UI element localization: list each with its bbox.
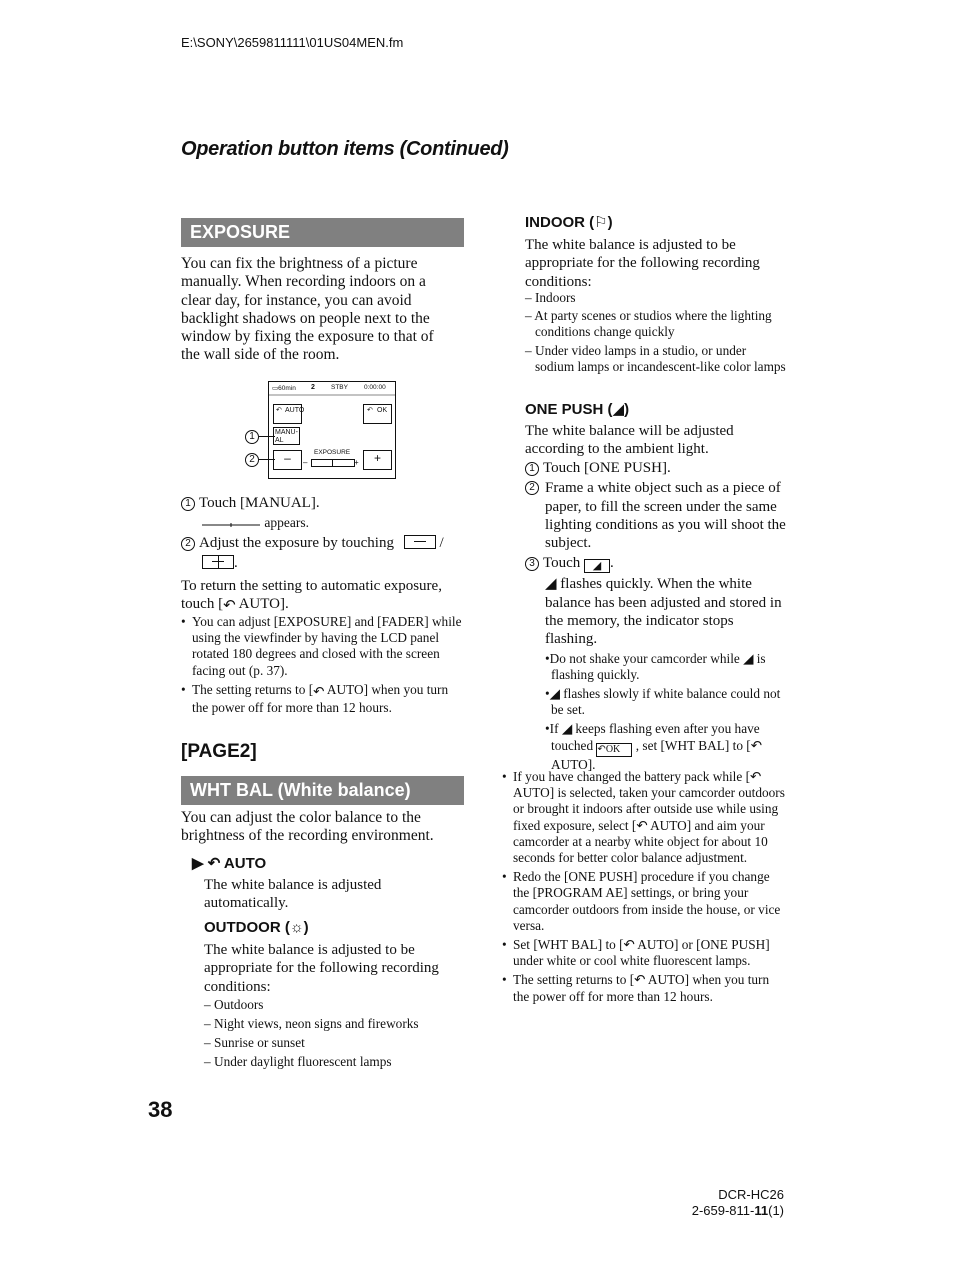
op-step-3-text: Touch — [543, 555, 581, 572]
outdoor-heading — [204, 919, 309, 936]
op-note-3-end: AUTO]. — [551, 756, 596, 772]
default-marker-icon: ▶ — [192, 855, 204, 872]
file-path: E:\SONY\2659811111\01US04MEN.fm — [181, 35, 404, 50]
exposure-notes: • You can adjust [EXPOSURE] and [FADER] while using the viewfinder by having the LCD panel rotated 180 degrees and closed with the screen facing out (p. 37). • The setting returns to [↶ AUTO] when you turn the power off for more than 12 hours. — [181, 614, 462, 716]
auto-icon: ↶ — [313, 683, 325, 699]
indoor-label: INDOOR ( — [525, 214, 595, 231]
slider-minus: – — [303, 458, 308, 467]
auto-icon: ↶ — [223, 598, 236, 615]
op-step-3-end: . — [610, 555, 614, 572]
auto-icon: ↶ — [207, 855, 221, 872]
note-3-mid: AUTO] or [ONE PUSH] under white or cool white fluorescent lamps. — [513, 937, 770, 969]
indoor-desc: The white balance is adjusted to be appropriate for the following recording conditions: — [525, 237, 760, 290]
status-text: STBY — [331, 384, 348, 391]
step-2-number: 2 — [181, 537, 195, 551]
plus-button[interactable]: + — [363, 450, 392, 470]
mode-number: 2 — [311, 384, 315, 391]
auto-icon: ↶ — [750, 737, 762, 753]
page-number: 38 — [148, 1097, 173, 1122]
ok-button[interactable] — [363, 404, 392, 424]
indoor-close: ) — [607, 214, 613, 231]
exposure-bar-icon — [201, 516, 261, 534]
minus-key-icon — [404, 535, 436, 549]
note-4-pre: The setting returns to [ — [513, 972, 635, 988]
onepush-heading — [525, 400, 629, 418]
return-text-pre: To return the setting to automatic exposure, touch [ — [181, 578, 442, 613]
outdoor-item: – Under daylight fluorescent lamps — [204, 1054, 392, 1069]
minus-button[interactable]: – — [273, 450, 302, 470]
op-note-2-pre: • — [545, 686, 550, 702]
ok-label: OK — [377, 407, 388, 414]
step-1-text: Touch [MANUAL]. — [199, 495, 320, 511]
onepush-indicator-icon: ◢ — [561, 721, 573, 737]
sun-icon: ☼ — [289, 919, 304, 936]
lcd-screen-diagram — [268, 381, 396, 479]
outdoor-label: OUTDOOR ( — [204, 919, 290, 936]
op-flash-text: flashes quickly. When the white balance has been adjusted and stored in the memory, the indicator stops flashing. — [545, 576, 782, 648]
op-step-2-text: Frame a white object such as a piece of paper, to fill the screen under the same lighting conditions as you will shoot the subject. — [545, 480, 786, 552]
outdoor-list — [204, 995, 464, 1071]
outdoor-item: – Outdoors — [204, 997, 264, 1012]
auto-option-label: AUTO — [223, 855, 267, 872]
outdoor-item: – Sunrise or sunset — [204, 1035, 305, 1050]
ok-key-icon: ↶OK — [596, 743, 632, 757]
indoor-heading — [525, 213, 613, 231]
step-2-slash: / — [439, 535, 444, 551]
slider-plus: + — [354, 458, 359, 467]
op-note-2-post: flashes slowly if white balance could not be set. — [551, 686, 781, 718]
note-4-mid: AUTO] when you turn the power off for more than 12 hours. — [513, 972, 770, 1004]
exposure-note-2-post: AUTO] when you turn the power off for more than 12 hours. — [192, 681, 449, 716]
return-icon: ↶ — [367, 407, 373, 414]
auto-icon: ↶ — [634, 972, 646, 988]
step-2-text: Adjust the exposure by touching — [199, 535, 394, 551]
note-1-post: AUTO] and aim your camcorder at a nearby white object for about 10 seconds for better color balance adjustment. — [513, 817, 768, 866]
onepush-steps — [525, 459, 787, 773]
onepush-close: ) — [624, 401, 630, 418]
model-code — [692, 1187, 784, 1219]
exposure-return — [181, 577, 466, 616]
auto-icon: ↶ — [636, 817, 648, 833]
onepush-desc: The white balance will be adjusted according to the ambient light. — [525, 423, 734, 458]
appears-text: appears. — [264, 515, 309, 530]
note-2-text: Redo the [ONE PUSH] procedure if you change the [PROGRAM AE] settings, or bring your camcorder outdoors from inside the house, or vice versa. — [513, 869, 781, 933]
op-note-3-pre: •If — [545, 721, 559, 737]
callout-2-line — [259, 459, 275, 460]
outdoor-item: – Night views, neon signs and fireworks — [204, 1016, 419, 1031]
onepush-indicator-icon: ◢ — [545, 576, 557, 593]
return-text-post: AUTO]. — [238, 596, 289, 613]
callout-1: 1 — [245, 430, 259, 444]
step-1-number: 1 — [181, 497, 195, 511]
callout-1-line — [259, 436, 275, 437]
exposure-note-2-pre: The setting returns to [ — [192, 681, 314, 697]
model-name: DCR-HC26 — [718, 1187, 784, 1202]
auto-icon: ↶ — [276, 407, 282, 414]
auto-option-desc: The white balance is adjusted automatically. — [204, 877, 382, 912]
battery-indicator: ▭60min — [272, 385, 296, 392]
op-step-2-number: 2 — [525, 481, 539, 495]
wht-bal-heading: WHT BAL (White balance) — [181, 776, 464, 805]
onepush-button-icon: ◢ — [584, 559, 610, 573]
onepush-indicator-icon: ◢ — [549, 686, 560, 702]
op-step-1-text: Touch [ONE PUSH]. — [543, 460, 671, 476]
onepush-label: ONE PUSH ( — [525, 401, 613, 418]
auto-icon: ↶ — [750, 769, 762, 784]
op-note-1-post: is flashing quickly. — [551, 650, 766, 682]
op-note-3-post: , set [WHT BAL] to [ — [635, 737, 751, 753]
outdoor-desc: The white balance is adjusted to be appropriate for the following recording conditions: — [204, 942, 439, 995]
indoor-item: – At party scenes or studios where the lighting conditions change quickly — [525, 308, 772, 340]
plus-key-icon — [202, 555, 234, 569]
indoor-item: – Indoors — [525, 290, 576, 305]
step-1-appears — [181, 514, 466, 534]
page2-heading: [PAGE2] — [181, 741, 257, 762]
op-step-1-number: 1 — [525, 462, 539, 476]
onepush-icon: ◢ — [612, 401, 625, 418]
note-1-pre: If you have changed the battery pack while [ — [513, 769, 751, 784]
exposure-note-1: You can adjust [EXPOSURE] and [FADER] while using the viewfinder by having the LCD panel rotated 180 degrees and closed with the screen facing out (p. 37). — [192, 614, 462, 678]
document-code: 2-659-811-11(1) — [691, 1203, 784, 1218]
note-1-mid: AUTO] is selected, taken your camcorder outdoors or brought it indoors after outside use while using fixed exposure, select [ — [513, 785, 785, 833]
auto-label: AUTO — [285, 407, 305, 414]
note-3-pre: Set [WHT BAL] to [ — [513, 937, 624, 953]
exposure-heading: EXPOSURE — [181, 218, 464, 247]
manual-button[interactable]: MANU-AL — [273, 427, 300, 445]
indoor-list — [525, 290, 787, 375]
section-title: Operation button items (Continued) — [181, 138, 509, 160]
callout-2: 2 — [245, 453, 259, 467]
wht-bal-intro: You can adjust the color balance to the brightness of the recording environment. — [181, 809, 434, 845]
op-note-3-mid: keeps flashing even after you have touched — [551, 721, 760, 753]
outdoor-close: ) — [303, 919, 309, 936]
exposure-intro: You can fix the brightness of a picture manually. When recording indoors on a clear day, for instance, you can avoid backlight shadows on people next to the window by fixing the exposure to that of the wall side of the room. — [181, 255, 434, 364]
wht-bal-notes: • If you have changed the battery pack while [↶ AUTO] is selected, taken your camcorder outdoors or brought it indoors after outside use while using fixed exposure, select [↶ AUTO] and aim your camcorder at a nearby white object for about 10 seconds for better color balance adjustment. • Redo the [ONE PUSH] procedure if you change the [PROGRAM AE] settings, or bring your camcorder outdoors from inside the house, or vice versa. • Set [WHT BAL] to [↶ AUTO] or [ONE PUSH] under white or cool white fluorescent lamps. • The setting returns to [↶ AUTO] when you turn the power off for more than 12 hours. — [502, 769, 785, 1004]
auto-icon: ↶ — [623, 937, 635, 953]
auto-button[interactable] — [273, 404, 305, 424]
onepush-indicator-icon: ◢ — [743, 650, 754, 666]
auto-option-heading — [192, 854, 266, 872]
step-2-end: . — [234, 555, 238, 571]
exposure-steps — [181, 494, 466, 572]
op-step-3-number: 3 — [525, 557, 539, 571]
timecode: 0:00:00 — [364, 384, 386, 391]
indoor-item: – Under video lamps in a studio, or under sodium lamps or incandescent-like color lamps — [525, 342, 786, 374]
bulb-icon: ⚐ — [594, 214, 608, 231]
exposure-slider — [311, 459, 355, 467]
exposure-label: EXPOSURE — [314, 449, 351, 456]
op-note-1-pre: •Do not shake your camcorder while — [545, 650, 740, 666]
